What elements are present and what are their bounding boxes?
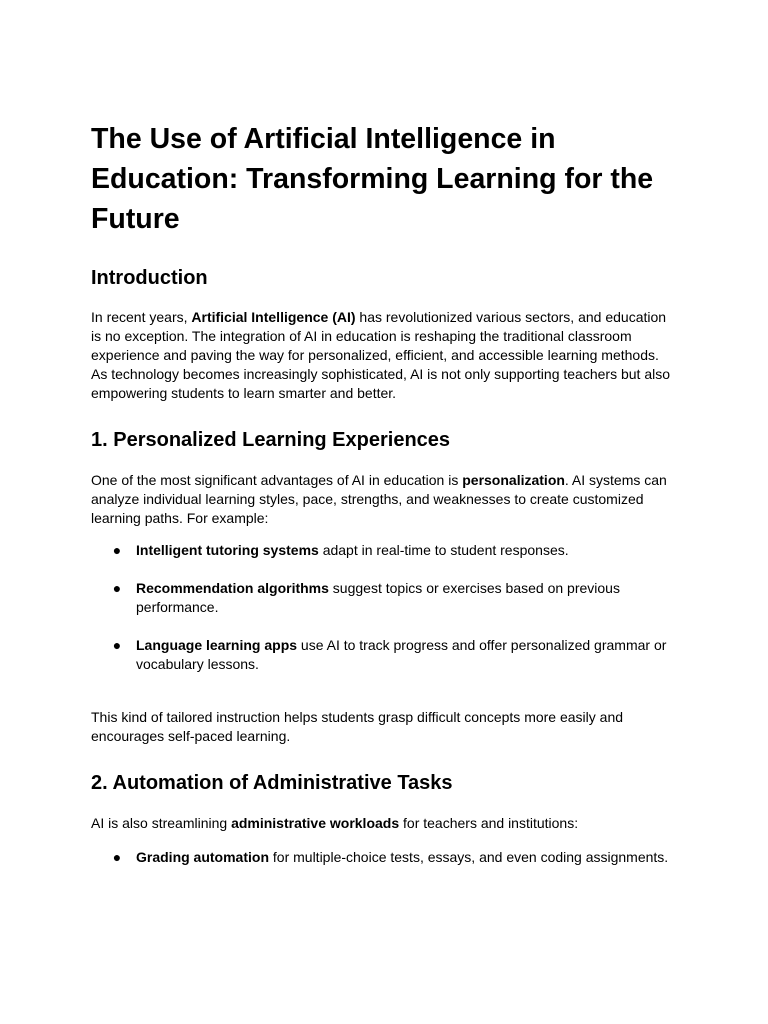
intro-paragraph: [91, 308, 675, 403]
list-item: [91, 579, 681, 617]
list-item-text: [136, 541, 676, 560]
section1-heading: 1. Personalized Learning Experiences: [91, 429, 451, 451]
bullet-icon: ●: [112, 849, 122, 865]
section2-paragraph: [91, 814, 675, 833]
list-item-rest: for multiple-choice tests, essays, and even coding assignments.: [269, 849, 669, 865]
section2-text-bold: administrative workloads: [231, 815, 400, 831]
section1-text-post: . AI systems can analyze individual learning styles, pace, strengths, and weaknesses to create customized learning paths. For example:: [91, 472, 667, 526]
section1-text-pre: One of the most significant advantages of AI in education is: [91, 472, 463, 488]
bullet-icon: ●: [112, 542, 122, 558]
section2-text-post: for teachers and institutions:: [399, 815, 579, 831]
document-title: The Use of Artificial Intelligence in Education: Transforming Learning for the Future: [91, 123, 654, 235]
list-item: [91, 848, 681, 867]
section1-closing: This kind of tailored instruction helps students grasp difficult concepts more easily and encourages self-paced learning.: [91, 709, 624, 744]
list-item-text: [136, 848, 676, 867]
list-item-text: [136, 636, 676, 674]
list-item-rest: use AI to track progress and offer personalized grammar or vocabulary lessons.: [136, 637, 667, 672]
list-item-bold: Intelligent tutoring systems: [136, 542, 319, 558]
bullet-icon: ●: [112, 637, 122, 653]
list-item-rest: adapt in real-time to student responses.: [318, 542, 569, 558]
list-item-rest: suggest topics or exercises based on previous performance.: [136, 580, 620, 615]
intro-text-bold: Artificial Intelligence (AI): [191, 309, 356, 325]
list-item: [91, 541, 681, 560]
list-item: [91, 636, 681, 674]
bullet-icon: ●: [112, 580, 122, 596]
section1-paragraph: [91, 471, 675, 528]
section2-heading: 2. Automation of Administrative Tasks: [91, 772, 453, 794]
intro-text-pre: In recent years,: [91, 309, 192, 325]
intro-text-post: has revolutionized various sectors, and education is no exception. The integration of AI in education is reshaping the traditional classroom experience and paving the way for personalized, efficient, and accessible learning methods. As technology becomes increasingly sophisticated, AI is not only supporting teachers but also empowering students to learn smarter and better.: [91, 309, 670, 401]
intro-heading: Introduction: [91, 267, 208, 289]
list-item-text: [136, 579, 676, 617]
list-item-bold: Recommendation algorithms: [136, 580, 329, 596]
list-item-bold: Language learning apps: [136, 637, 298, 653]
section2-text-pre: AI is also streamlining: [91, 815, 232, 831]
section1-text-bold: personalization: [462, 472, 565, 488]
list-item-bold: Grading automation: [136, 849, 269, 865]
